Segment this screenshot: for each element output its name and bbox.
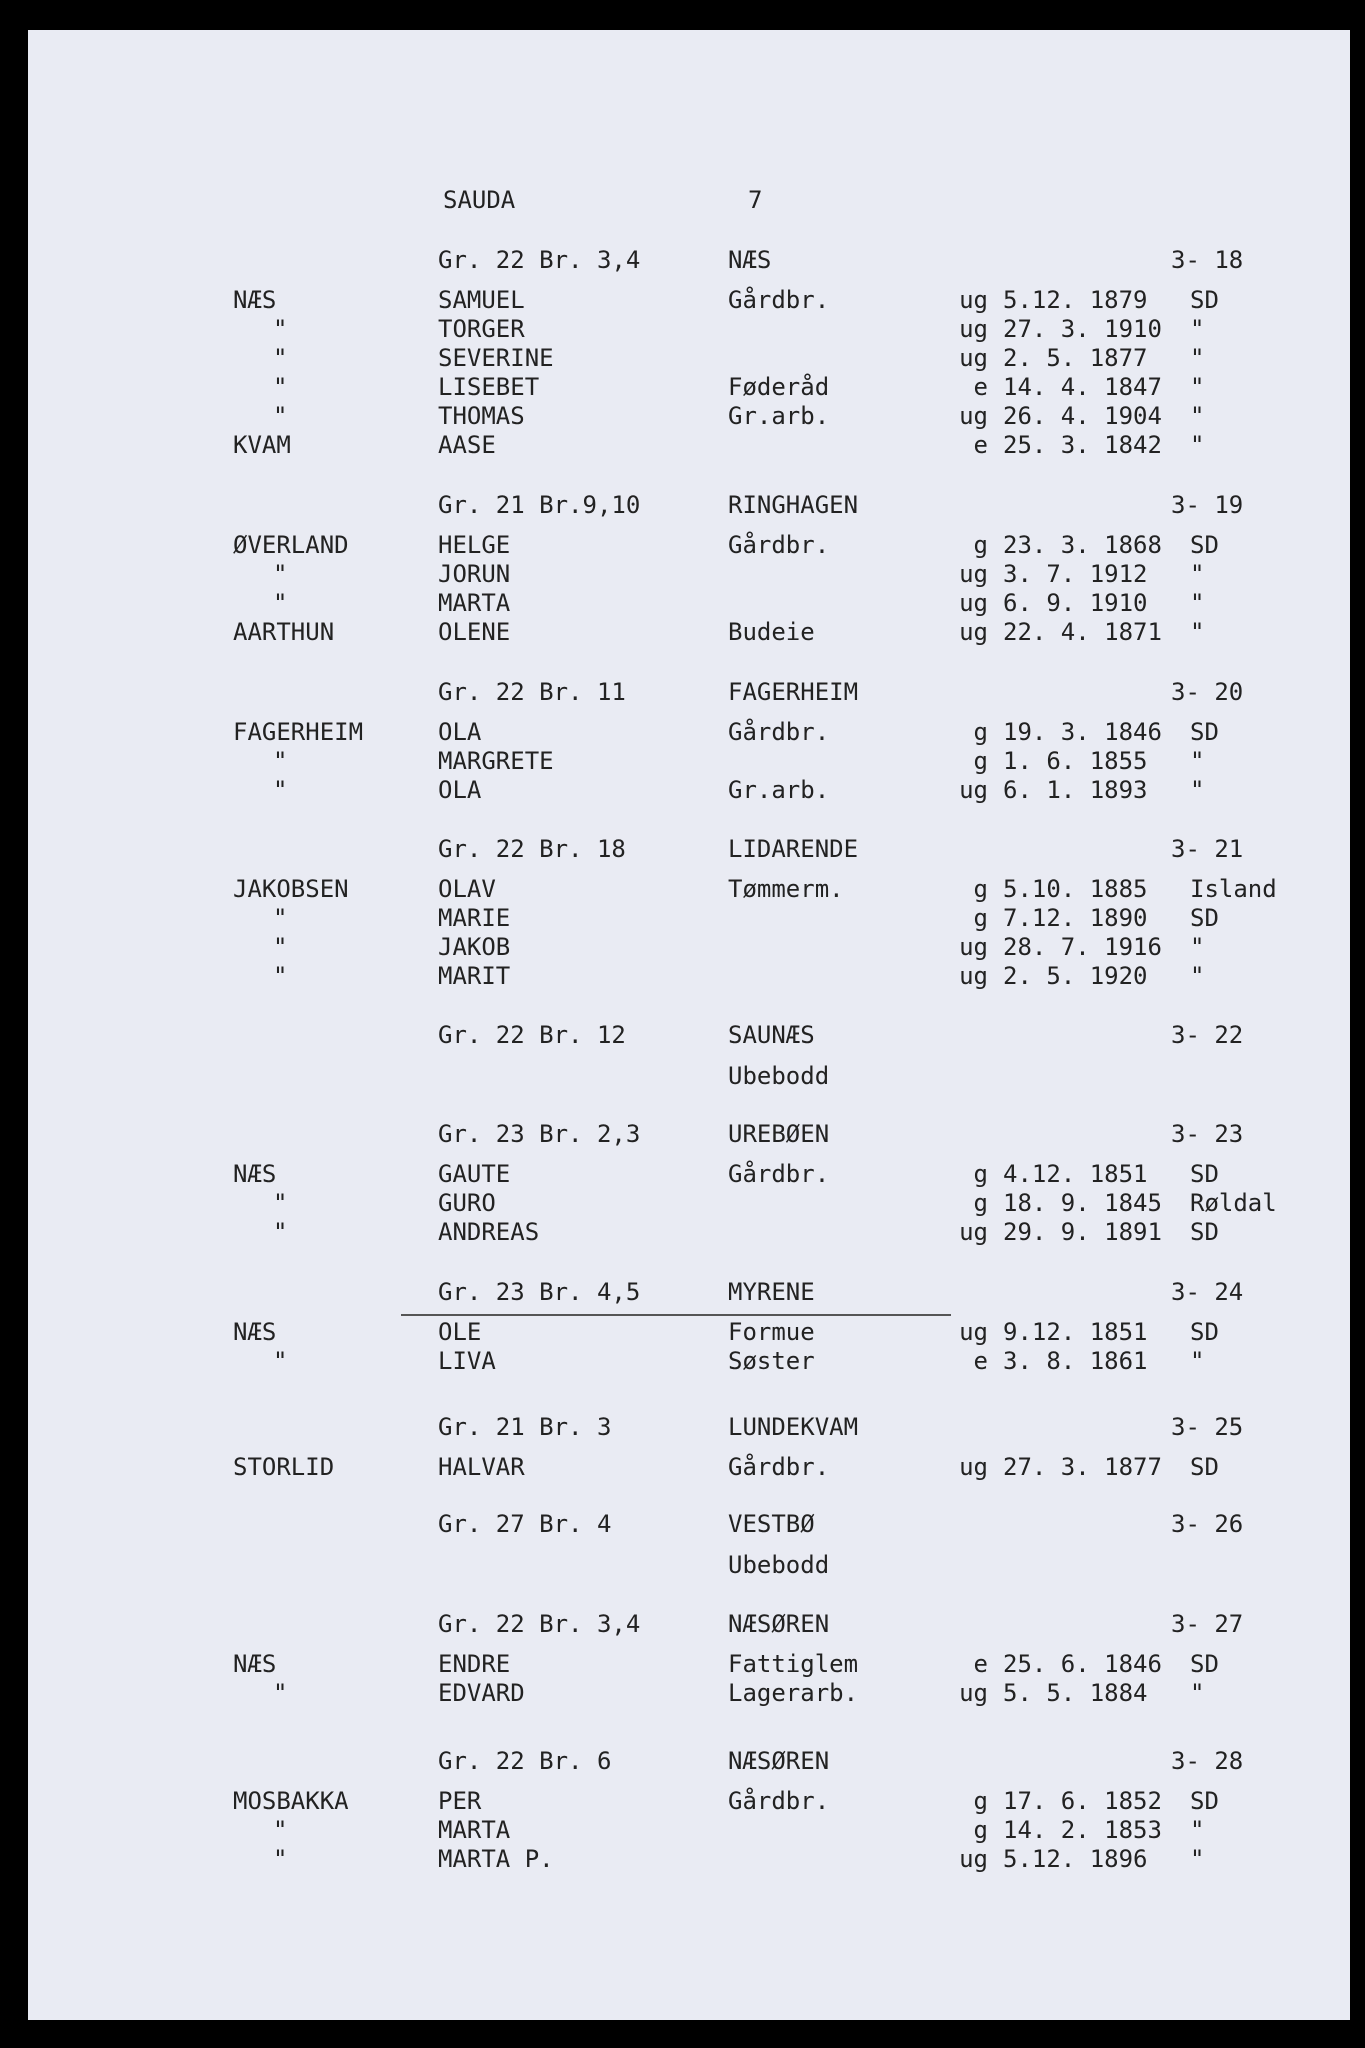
given-name: PER: [438, 1787, 482, 1815]
given-name: AASE: [438, 431, 496, 459]
marital-status: g: [973, 1189, 988, 1217]
occupation: Gårdbr.: [728, 286, 830, 314]
marital-status: g: [973, 1787, 988, 1815]
marital-status: ug: [959, 1453, 988, 1481]
given-name: LISEBET: [438, 373, 540, 401]
birth-place: ": [1190, 1816, 1205, 1844]
birth-place: SD: [1190, 1787, 1219, 1815]
marital-status: ug: [959, 560, 988, 588]
birth-place: SD: [1190, 1650, 1219, 1678]
farm-name: SAUNÆS: [728, 1021, 815, 1049]
occupation: Gårdbr.: [728, 1787, 830, 1815]
surname: KVAM: [233, 431, 291, 459]
marital-status: g: [973, 904, 988, 932]
birth-date: 25. 3. 1842: [1003, 431, 1162, 459]
farm-name: LUNDEKVAM: [728, 1413, 859, 1441]
marital-status: ug: [959, 344, 988, 372]
surname: ": [273, 962, 288, 990]
farm-number: Gr. 22 Br. 6: [438, 1747, 612, 1775]
household-code: 3- 19: [1171, 491, 1244, 519]
farm-name: NÆSØREN: [728, 1610, 830, 1638]
farm-number: Gr. 22 Br. 12: [438, 1021, 626, 1049]
marital-status: e: [973, 431, 988, 459]
farm-name: VESTBØ: [728, 1510, 815, 1538]
given-name: MARTA: [438, 589, 511, 617]
given-name: OLENE: [438, 618, 511, 646]
surname: FAGERHEIM: [233, 718, 364, 746]
household-code: 3- 23: [1171, 1120, 1244, 1148]
marital-status: ug: [959, 589, 988, 617]
marital-status: ug: [959, 1318, 988, 1346]
surname: NÆS: [233, 1650, 277, 1678]
marital-status: e: [973, 373, 988, 401]
birth-place: SD: [1190, 531, 1219, 559]
given-name: GURO: [438, 1189, 496, 1217]
farm-name: LIDARENDE: [728, 835, 859, 863]
birth-date: 28. 7. 1916: [1003, 933, 1162, 961]
given-name: SAMUEL: [438, 286, 525, 314]
surname: ": [273, 402, 288, 430]
farm-name: MYRENE: [728, 1278, 815, 1306]
occupation: Gårdbr.: [728, 718, 830, 746]
marital-status: ug: [959, 315, 988, 343]
given-name: EDVARD: [438, 1679, 525, 1707]
farm-name: NÆS: [728, 246, 772, 274]
marital-status: ug: [959, 286, 988, 314]
birth-date: 14. 2. 1853: [1003, 1816, 1162, 1844]
occupation: Budeie: [728, 618, 815, 646]
occupation: Tømmerm.: [728, 875, 844, 903]
occupation: Lagerarb.: [728, 1679, 859, 1707]
surname: ": [273, 589, 288, 617]
household-code: 3- 26: [1171, 1510, 1244, 1538]
given-name: GAUTE: [438, 1160, 511, 1188]
surname: ": [273, 1218, 288, 1246]
surname: AARTHUN: [233, 618, 335, 646]
surname: ": [273, 344, 288, 372]
given-name: OLAV: [438, 875, 496, 903]
birth-place: ": [1190, 1845, 1205, 1873]
given-name: HALVAR: [438, 1453, 525, 1481]
birth-date: 5. 5. 1884: [1003, 1679, 1148, 1707]
occupation: Formue: [728, 1318, 815, 1346]
surname: ": [273, 1347, 288, 1375]
marital-status: g: [973, 747, 988, 775]
household-code: 3- 25: [1171, 1413, 1244, 1441]
household-code: 3- 28: [1171, 1747, 1244, 1775]
surname: NÆS: [233, 1318, 277, 1346]
birth-place: SD: [1190, 1160, 1219, 1188]
occupation: Føderåd: [728, 373, 830, 401]
underline-rule: [401, 1314, 951, 1316]
birth-place: Island: [1190, 875, 1277, 903]
page-number: 7: [748, 186, 763, 214]
birth-date: 17. 6. 1852: [1003, 1787, 1162, 1815]
surname: ": [273, 1816, 288, 1844]
surname: ": [273, 1189, 288, 1217]
given-name: LIVA: [438, 1347, 496, 1375]
given-name: MARTA: [438, 1816, 511, 1844]
marital-status: ug: [959, 933, 988, 961]
birth-date: 3. 7. 1912: [1003, 560, 1148, 588]
marital-status: g: [973, 531, 988, 559]
birth-place: ": [1190, 618, 1205, 646]
marital-status: ug: [959, 776, 988, 804]
document-title: SAUDA: [443, 186, 516, 214]
given-name: MARTA P.: [438, 1845, 554, 1873]
surname: ": [273, 904, 288, 932]
farm-number: Gr. 22 Br. 18: [438, 835, 626, 863]
marital-status: g: [973, 1160, 988, 1188]
birth-place: ": [1190, 402, 1205, 430]
birth-place: Røldal: [1190, 1189, 1277, 1217]
given-name: OLE: [438, 1318, 482, 1346]
birth-place: ": [1190, 315, 1205, 343]
farm-number: Gr. 21 Br.9,10: [438, 491, 641, 519]
birth-place: SD: [1190, 904, 1219, 932]
birth-place: ": [1190, 933, 1205, 961]
occupation: Gårdbr.: [728, 1160, 830, 1188]
birth-date: 14. 4. 1847: [1003, 373, 1162, 401]
birth-place: ": [1190, 344, 1205, 372]
surname: STORLID: [233, 1453, 335, 1481]
household-code: 3- 20: [1171, 678, 1244, 706]
occupation: Søster: [728, 1347, 815, 1375]
farm-name: RINGHAGEN: [728, 491, 859, 519]
birth-date: 6. 9. 1910: [1003, 589, 1148, 617]
surname: ": [273, 747, 288, 775]
marital-status: ug: [959, 402, 988, 430]
birth-date: 19. 3. 1846: [1003, 718, 1162, 746]
birth-date: 23. 3. 1868: [1003, 531, 1162, 559]
farm-number: Gr. 22 Br. 11: [438, 678, 626, 706]
farm-name: FAGERHEIM: [728, 678, 859, 706]
surname: ": [273, 776, 288, 804]
given-name: HELGE: [438, 531, 511, 559]
given-name: ENDRE: [438, 1650, 511, 1678]
farm-number: Gr. 22 Br. 3,4: [438, 246, 641, 274]
birth-date: 7.12. 1890: [1003, 904, 1148, 932]
birth-place: ": [1190, 962, 1205, 990]
birth-date: 27. 3. 1877: [1003, 1453, 1162, 1481]
marital-status: e: [973, 1650, 988, 1678]
given-name: ANDREAS: [438, 1218, 540, 1246]
marital-status: g: [973, 875, 988, 903]
given-name: JAKOB: [438, 933, 511, 961]
surname: ": [273, 933, 288, 961]
birth-place: ": [1190, 560, 1205, 588]
marital-status: ug: [959, 1218, 988, 1246]
occupancy-note: Ubebodd: [728, 1551, 830, 1579]
farm-name: UREBØEN: [728, 1120, 830, 1148]
marital-status: e: [973, 1347, 988, 1375]
birth-date: 5.10. 1885: [1003, 875, 1148, 903]
given-name: TORGER: [438, 315, 525, 343]
birth-date: 26. 4. 1904: [1003, 402, 1162, 430]
birth-date: 22. 4. 1871: [1003, 618, 1162, 646]
occupancy-note: Ubebodd: [728, 1062, 830, 1090]
given-name: THOMAS: [438, 402, 525, 430]
birth-place: ": [1190, 589, 1205, 617]
marital-status: g: [973, 718, 988, 746]
marital-status: ug: [959, 1679, 988, 1707]
farm-number: Gr. 23 Br. 4,5: [438, 1278, 641, 1306]
given-name: OLA: [438, 718, 482, 746]
birth-date: 2. 5. 1920: [1003, 962, 1148, 990]
given-name: OLA: [438, 776, 482, 804]
farm-number: Gr. 22 Br. 3,4: [438, 1610, 641, 1638]
birth-place: SD: [1190, 1453, 1219, 1481]
household-code: 3- 22: [1171, 1021, 1244, 1049]
birth-place: SD: [1190, 1318, 1219, 1346]
birth-date: 2. 5. 1877: [1003, 344, 1148, 372]
census-listing: [28, 30, 1350, 2020]
surname: ": [273, 1845, 288, 1873]
birth-place: ": [1190, 1347, 1205, 1375]
birth-place: ": [1190, 1679, 1205, 1707]
birth-date: 25. 6. 1846: [1003, 1650, 1162, 1678]
surname: NÆS: [233, 1160, 277, 1188]
birth-place: ": [1190, 373, 1205, 401]
surname: ": [273, 373, 288, 401]
birth-date: 18. 9. 1845: [1003, 1189, 1162, 1217]
birth-date: 27. 3. 1910: [1003, 315, 1162, 343]
birth-date: 29. 9. 1891: [1003, 1218, 1162, 1246]
marital-status: ug: [959, 618, 988, 646]
surname: MOSBAKKA: [233, 1787, 349, 1815]
given-name: MARGRETE: [438, 747, 554, 775]
occupation: Gårdbr.: [728, 531, 830, 559]
farm-number: Gr. 21 Br. 3: [438, 1413, 612, 1441]
occupation: Gr.arb.: [728, 776, 830, 804]
occupation: Fattiglem: [728, 1650, 859, 1678]
document-page: [28, 30, 1350, 2020]
birth-place: ": [1190, 776, 1205, 804]
birth-date: 4.12. 1851: [1003, 1160, 1148, 1188]
household-code: 3- 27: [1171, 1610, 1244, 1638]
given-name: SEVERINE: [438, 344, 554, 372]
occupation: Gårdbr.: [728, 1453, 830, 1481]
birth-date: 3. 8. 1861: [1003, 1347, 1148, 1375]
marital-status: ug: [959, 1845, 988, 1873]
birth-date: 5.12. 1879: [1003, 286, 1148, 314]
marital-status: g: [973, 1816, 988, 1844]
surname: NÆS: [233, 286, 277, 314]
given-name: MARIE: [438, 904, 511, 932]
surname: ØVERLAND: [233, 531, 349, 559]
surname: ": [273, 560, 288, 588]
given-name: MARIT: [438, 962, 511, 990]
occupation: Gr.arb.: [728, 402, 830, 430]
birth-date: 6. 1. 1893: [1003, 776, 1148, 804]
birth-place: SD: [1190, 718, 1219, 746]
birth-place: SD: [1190, 1218, 1219, 1246]
given-name: JORUN: [438, 560, 511, 588]
household-code: 3- 21: [1171, 835, 1244, 863]
birth-place: ": [1190, 747, 1205, 775]
household-code: 3- 18: [1171, 246, 1244, 274]
birth-date: 5.12. 1896: [1003, 1845, 1148, 1873]
farm-number: Gr. 23 Br. 2,3: [438, 1120, 641, 1148]
farm-name: NÆSØREN: [728, 1747, 830, 1775]
surname: JAKOBSEN: [233, 875, 349, 903]
farm-number: Gr. 27 Br. 4: [438, 1510, 612, 1538]
birth-place: ": [1190, 431, 1205, 459]
surname: ": [273, 1679, 288, 1707]
birth-date: 1. 6. 1855: [1003, 747, 1148, 775]
household-code: 3- 24: [1171, 1278, 1244, 1306]
birth-date: 9.12. 1851: [1003, 1318, 1148, 1346]
birth-place: SD: [1190, 286, 1219, 314]
surname: ": [273, 315, 288, 343]
marital-status: ug: [959, 962, 988, 990]
